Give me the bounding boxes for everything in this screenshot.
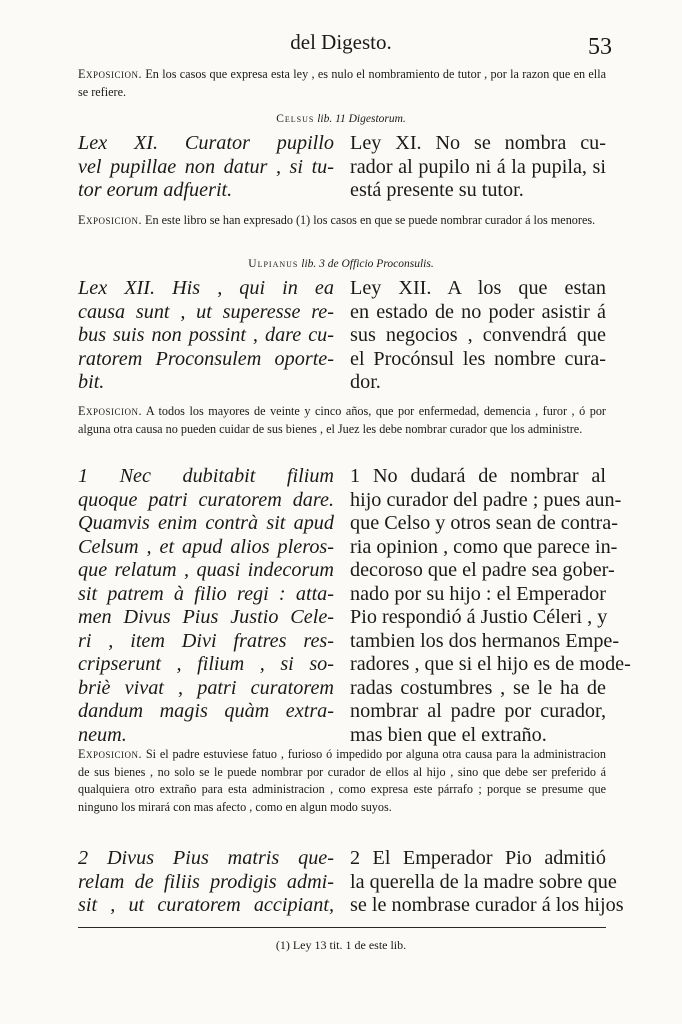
spanish-line: en estado de no poder asistir á bbox=[350, 300, 606, 323]
exposition-label: Exposicion. bbox=[78, 404, 142, 418]
spanish-line: Pio respondió á Justio Céleri , y bbox=[350, 606, 608, 628]
latin-line: sit , ut curatorem accipiant, bbox=[78, 894, 334, 916]
source-reference: lib. 11 Digestorum. bbox=[314, 113, 406, 125]
latin-line: vel pupillae non datur , si tu- bbox=[78, 155, 334, 178]
latin-line: 1 Nec dubitabit filium bbox=[78, 465, 334, 487]
latin-line: men Divus Pius Justio Cele- bbox=[78, 606, 334, 628]
latin-line: causa sunt , ut superesse re- bbox=[78, 300, 334, 323]
para-1-spanish bbox=[350, 465, 631, 747]
spanish-line: rador al pupilo ni á la pupila, si bbox=[350, 155, 606, 178]
latin-line: quoque patri curatorem dare. bbox=[78, 488, 334, 511]
spanish-line: que Celso y otros sean de contra- bbox=[350, 512, 618, 534]
spanish-line: el Procónsul les nombre cura- bbox=[350, 347, 606, 370]
latin-line: briè vivat , patri curatorem bbox=[78, 676, 334, 699]
exposition-3 bbox=[78, 403, 606, 438]
source-author: Ulpianus bbox=[248, 258, 299, 270]
exposition-text: Si el padre estuviese fatuo , furioso ó impedido por alguna otra causa para la administracion de sus bienes , no solo se le puede nombrar por curador de ellos al hijo , sino que debe ser preferido á qualquiera otro extraño para esta administracion , como expresa este párrafo ; porque se presume que ninguno los mirará con mas afecto , como en algun modo suyos. bbox=[78, 747, 606, 814]
exposition-label: Exposicion. bbox=[78, 747, 142, 761]
latin-line: Quamvis enim contrà sit apud bbox=[78, 512, 334, 534]
para-2-spanish bbox=[350, 847, 624, 918]
source-ulpianus bbox=[0, 258, 682, 270]
source-author: Celsus bbox=[276, 113, 315, 125]
latin-line: que relatum , quasi indecorum bbox=[78, 559, 334, 581]
source-celsus bbox=[0, 113, 682, 125]
spanish-line: 1 No dudará de nombrar al bbox=[350, 465, 606, 487]
latin-line: sit patrem à filio regi : atta- bbox=[78, 582, 334, 605]
exposition-2 bbox=[78, 212, 606, 230]
exposition-1 bbox=[78, 66, 606, 101]
latin-line: 2 Divus Pius matris que- bbox=[78, 847, 334, 869]
spanish-line: radores , que si el hijo es de mode- bbox=[350, 653, 631, 675]
spanish-line: sus negocios , convendrá que bbox=[350, 324, 606, 346]
exposition-text: En este libro se han expresado (1) los casos en que se puede nombrar curador á los menores. bbox=[142, 213, 596, 227]
spanish-line: tambien los dos hermanos Empe- bbox=[350, 629, 620, 652]
exposition-4 bbox=[78, 746, 606, 816]
latin-line: Lex XII. His , qui in ea bbox=[78, 277, 334, 299]
latin-line: cripserunt , filium , si so- bbox=[78, 653, 334, 675]
exposition-label: Exposicion. bbox=[78, 67, 142, 81]
latin-line: relam de filiis prodigis admi- bbox=[78, 870, 334, 893]
spanish-line: decoroso que el padre sea gober- bbox=[350, 559, 615, 581]
latin-line: bus suis non possint , dare cu- bbox=[78, 324, 334, 346]
spanish-line: nombrar al padre por curador, bbox=[350, 700, 606, 722]
latin-line: ratorem Proconsulem oporte- bbox=[78, 347, 334, 370]
source-reference: lib. 3 de Officio Proconsulis. bbox=[298, 258, 434, 270]
spanish-line: ria opinion , como que parece in- bbox=[350, 535, 618, 558]
latin-line: ri , item Divi fratres res- bbox=[78, 629, 334, 652]
exposition-text: En los casos que expresa esta ley , es nulo el nombramiento de tutor , por la razon que en ella se refiere. bbox=[78, 67, 606, 99]
latin-line: tor eorum adfuerit. bbox=[78, 179, 233, 201]
spanish-line: Ley XII. A los que estan bbox=[350, 277, 606, 299]
spanish-line: Ley XI. No se nombra cu- bbox=[350, 132, 606, 154]
latin-line: Celsum , et apud alios pleros- bbox=[78, 535, 334, 558]
spanish-line: está presente su tutor. bbox=[350, 179, 524, 201]
footnote: (1) Ley 13 tit. 1 de este lib. bbox=[275, 938, 407, 952]
spanish-line: dor. bbox=[350, 371, 381, 393]
para-1-latin bbox=[78, 465, 334, 747]
spanish-line: hijo curador del padre ; pues aun- bbox=[350, 488, 622, 511]
running-head: del Digesto. bbox=[290, 30, 392, 54]
latin-line: bit. bbox=[78, 371, 105, 393]
lex-11-latin bbox=[78, 132, 334, 203]
spanish-line: 2 El Emperador Pio admitió bbox=[350, 847, 606, 869]
latin-line: dandum magis quàm extra- bbox=[78, 700, 334, 722]
lex-12-latin bbox=[78, 277, 334, 395]
para-2-latin bbox=[78, 847, 334, 918]
latin-line: Lex XI. Curator pupillo bbox=[78, 132, 334, 154]
spanish-line: mas bien que el extraño. bbox=[350, 723, 547, 746]
ley-11-spanish bbox=[350, 132, 606, 203]
page-number: 53 bbox=[588, 34, 612, 60]
footnote-rule bbox=[78, 927, 606, 928]
exposition-label: Exposicion. bbox=[78, 213, 142, 227]
exposition-text: A todos los mayores de veinte y cinco años, que por enfermedad, demencia , furor , ó por alguna otra causa no pueden cuidar de sus bienes , el Juez les debe nombrar curador que los administre. bbox=[78, 404, 606, 436]
spanish-line: la querella de la madre sobre que bbox=[350, 870, 617, 893]
spanish-line: nado por su hijo : el Emperador bbox=[350, 582, 606, 605]
spanish-line: radas costumbres , se le ha de bbox=[350, 676, 606, 699]
latin-line: neum. bbox=[78, 723, 127, 746]
ley-12-spanish bbox=[350, 277, 606, 395]
spanish-line: se le nombrase curador á los hijos bbox=[350, 894, 624, 916]
